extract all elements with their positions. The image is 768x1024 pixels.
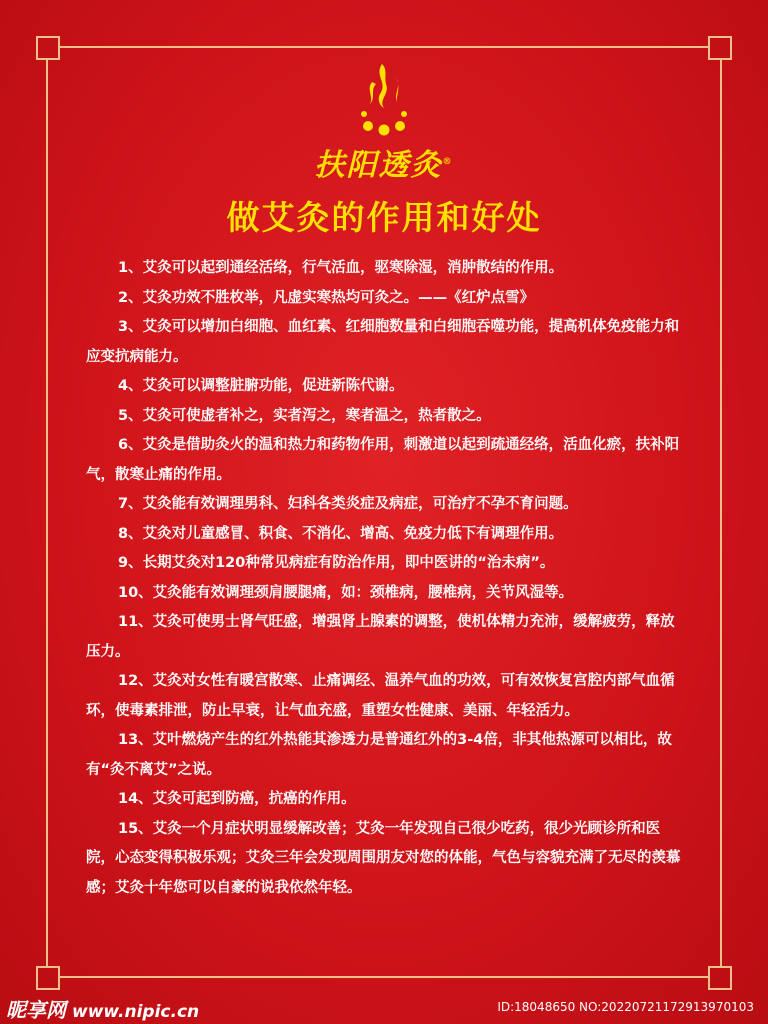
list-item: 14、艾灸可起到防癌，抗癌的作用。: [118, 791, 356, 807]
list-item: 2、艾灸功效不胜枚举，凡虚实寒热均可灸之。——《红炉点雪》: [118, 289, 535, 306]
list-item: 10、艾灸能有效调理颈肩腰腿痛，如：颈椎病，腰椎病，关节风湿等。: [118, 584, 574, 601]
frame-bottom-line: [58, 976, 710, 978]
frame-corner-bottom-left: [36, 966, 60, 990]
watermark-name: 昵享网: [6, 998, 66, 1022]
list-item: 12、艾灸对女性有暖宫散寒、止痛调经、温养气血的功效，可有效恢复宫腔内部气血循环，使毒素排泄，防止早衰，让气血充盛，重塑女性健康、美丽、年轻活力。: [86, 673, 675, 719]
list-item: 7、艾灸能有效调理男科、妇科各类炎症及病症，可治疗不孕不育问题。: [118, 496, 578, 512]
brand-name: [0, 140, 768, 184]
watermark-site: www.nipic.cn: [72, 1002, 200, 1022]
image-id-text: ID:18048650 NO:20220721172913970103: [497, 1000, 754, 1014]
list-item: 9、长期艾灸对120种常见病症有防治作用，即中医讲的“治未病”。: [118, 555, 555, 571]
list-item: 13、艾叶燃烧产生的红外热能其渗透力是普通红外的3-4倍，非其他热源可以相比，故有“灸不离艾”之说。: [86, 732, 672, 778]
list-item: 4、艾灸可以调整脏腑功能，促进新陈代谢。: [118, 378, 404, 394]
frame-corner-top-left: [36, 36, 60, 60]
frame-corner-top-right: [708, 36, 732, 60]
watermark-logo: [6, 994, 199, 1023]
benefits-list: [86, 254, 686, 903]
list-item: 6、艾灸是借助灸火的温和热力和药物作用，刺激道以起到疏通经络，活血化瘀，扶补阳气，散寒止痛的作用。: [86, 437, 680, 483]
frame-corner-bottom-right: [708, 966, 732, 990]
registered-mark: ®: [442, 157, 454, 167]
frame-top-line: [58, 46, 710, 48]
list-item: 3、艾灸可以增加白细胞、血红素、红细胞数量和白细胞吞噬功能，提高机体免疫能力和应变抗病能力。: [86, 319, 680, 365]
list-item: 15、艾灸一个月症状明显缓解改善；艾灸一年发现自己很少吃药，很少光顾诊所和医院，心态变得积极乐观；艾灸三年会发现周围朋友对您的体能，气色与容貌充满了无尽的羡慕感；艾灸十年您可以自豪的说我依然年轻。: [86, 820, 681, 896]
list-item: 1、艾灸可以起到通经活络，行气活血，驱寒除湿，消肿散结的作用。: [118, 260, 564, 276]
page-title: 做艾灸的作用和好处: [226, 198, 542, 237]
list-item: 8、艾灸对儿童感冒、积食、不消化、增高、免疫力低下有调理作用。: [118, 525, 564, 542]
list-item: 5、艾灸可使虚者补之，实者泻之，寒者温之，热者散之。: [118, 407, 491, 424]
list-item: 11、艾灸可使男士肾气旺盛，增强肾上腺素的调整，使机体精力充沛，缓解疲劳，释放压力。: [86, 614, 675, 660]
flame-logo-icon: [344, 60, 424, 140]
brand-text: 扶阳透灸: [314, 148, 443, 183]
